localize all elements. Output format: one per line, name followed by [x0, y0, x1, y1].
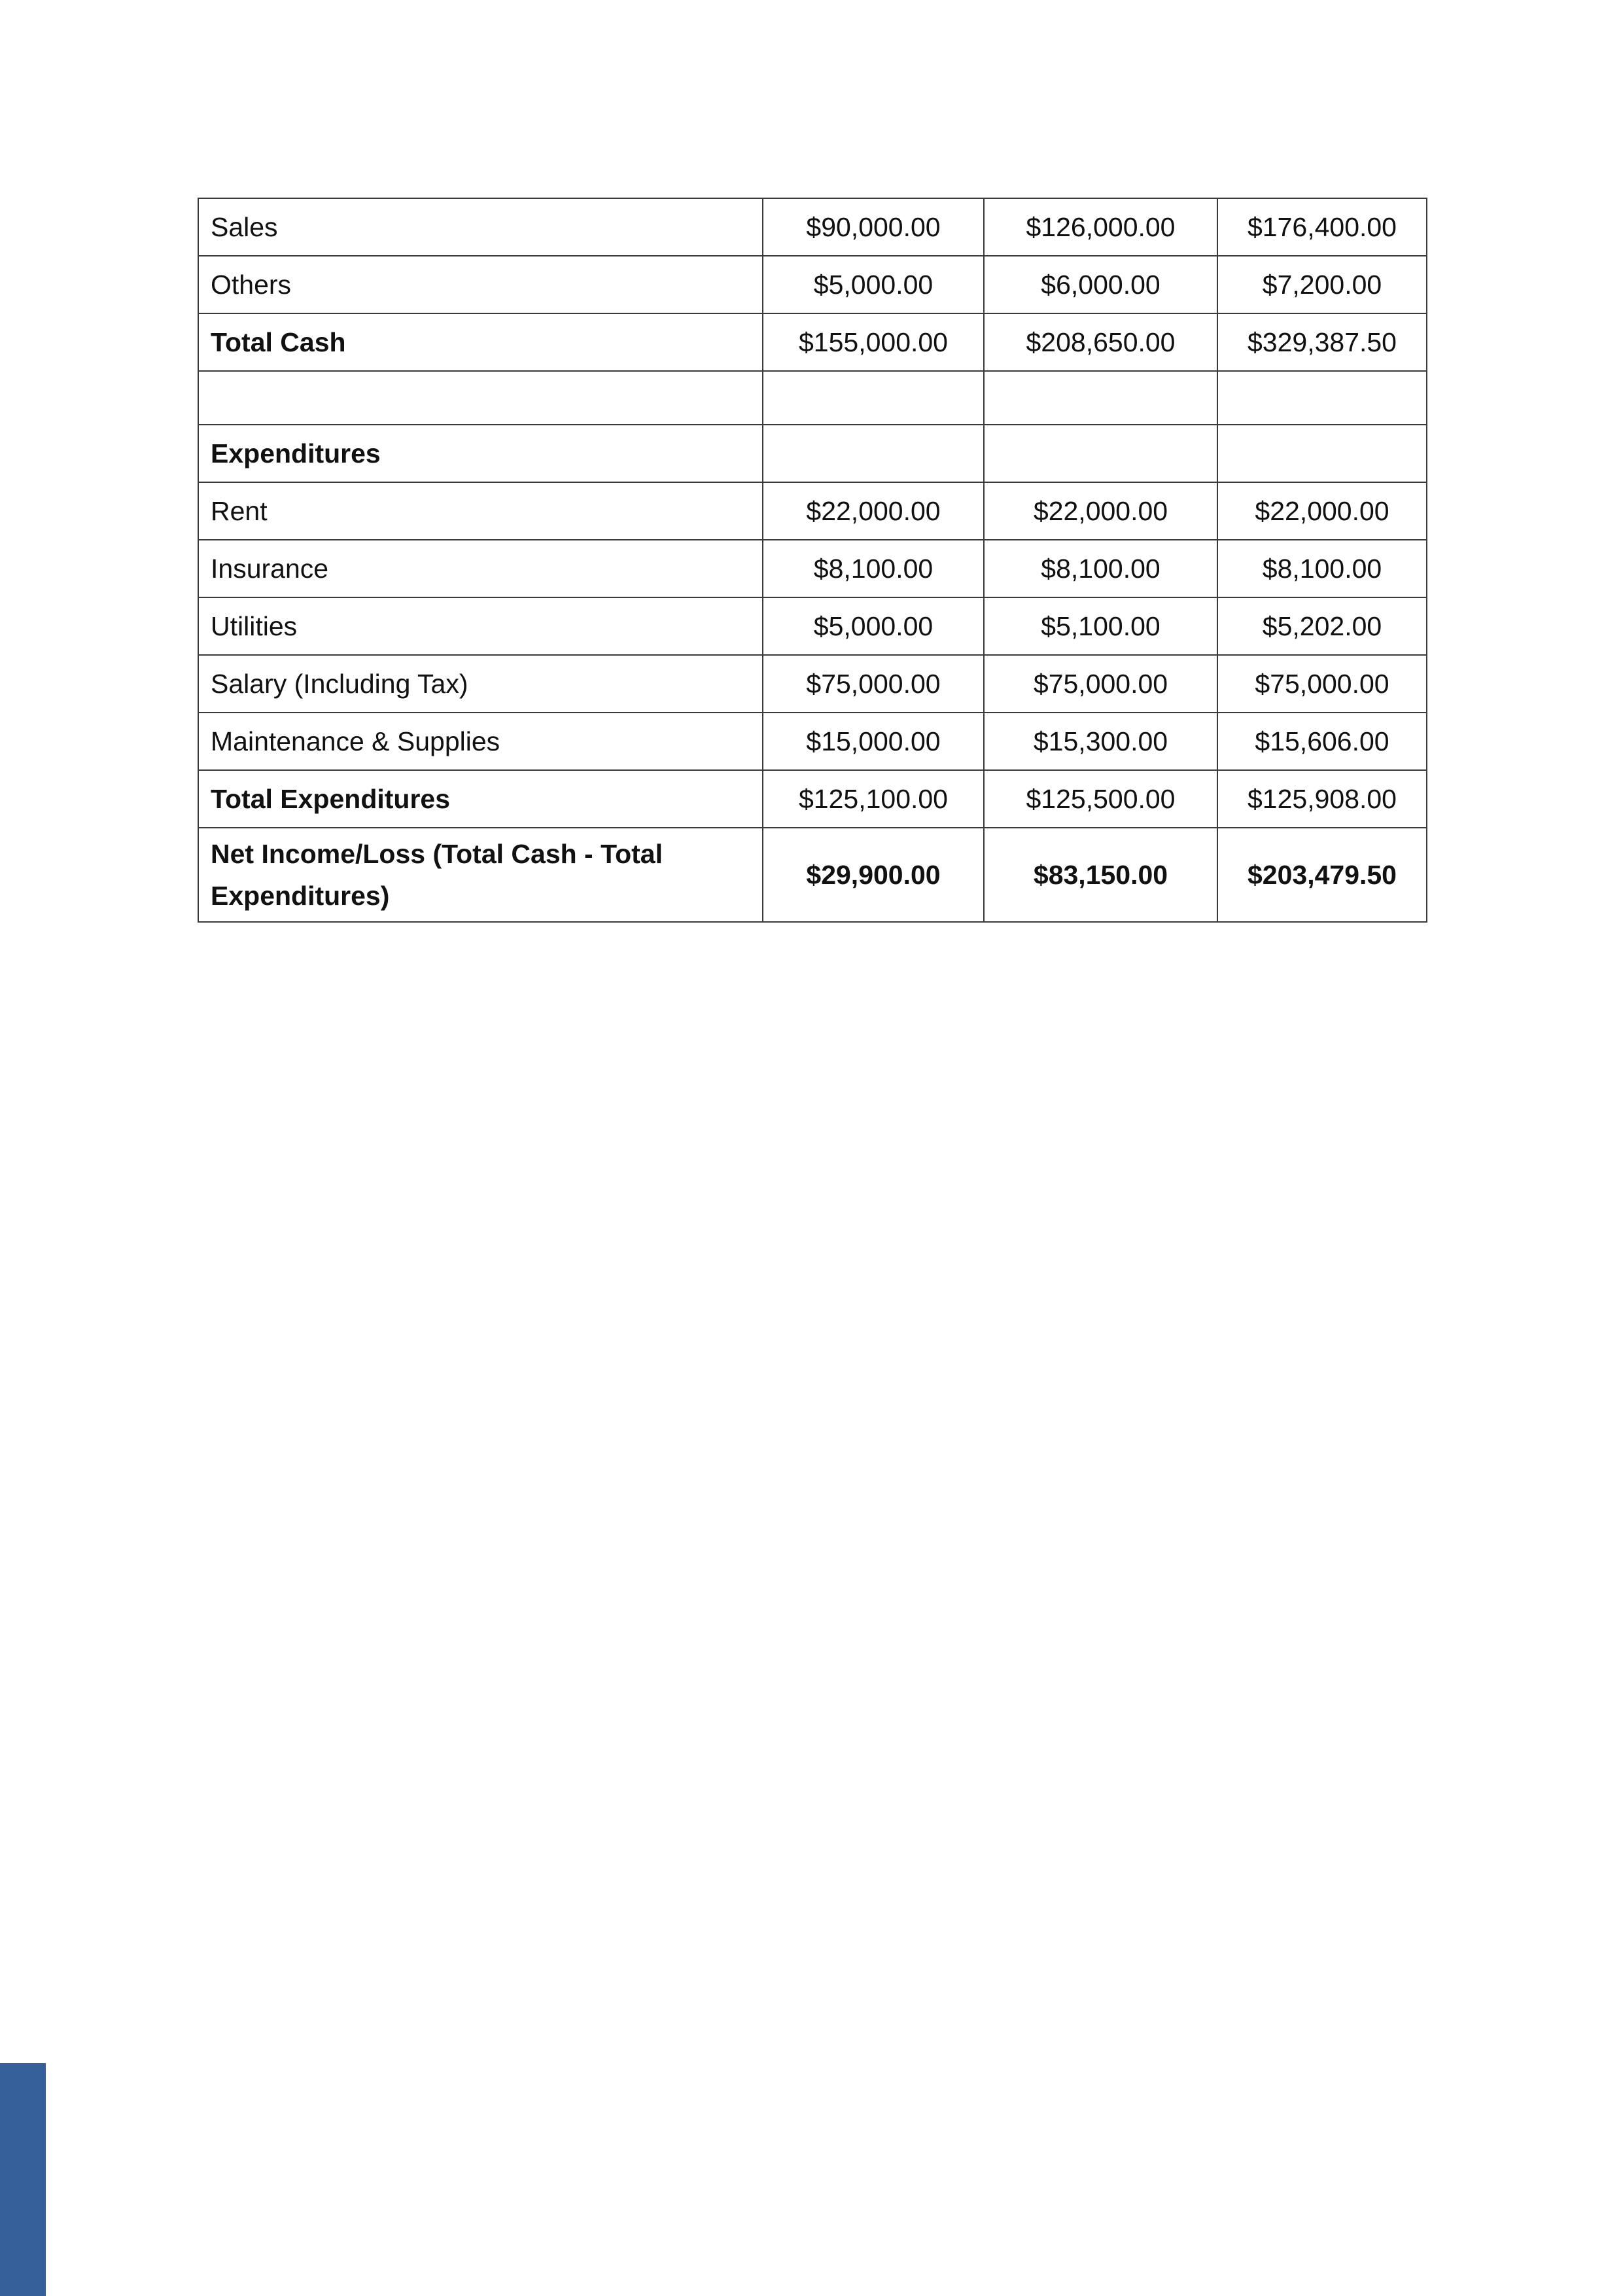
value-cell: $8,100.00 [984, 540, 1217, 597]
value-cell: $155,000.00 [763, 313, 984, 371]
table-row-insurance [198, 540, 1427, 597]
value-cell: $208,650.00 [984, 313, 1217, 371]
value-cell: $22,000.00 [984, 482, 1217, 540]
value-cell [1217, 371, 1427, 425]
row-label [198, 371, 763, 425]
value-cell: $126,000.00 [984, 198, 1217, 256]
value-cell: $29,900.00 [763, 828, 984, 922]
table-row-total-cash [198, 313, 1427, 371]
table-row-blank [198, 371, 1427, 425]
value-cell: $75,000.00 [763, 655, 984, 713]
page-edge-tab [0, 2063, 46, 2296]
value-cell: $8,100.00 [763, 540, 984, 597]
value-cell: $176,400.00 [1217, 198, 1427, 256]
value-cell: $5,000.00 [763, 597, 984, 655]
row-label: Salary (Including Tax) [198, 655, 763, 713]
value-cell: $22,000.00 [763, 482, 984, 540]
value-cell: $15,000.00 [763, 713, 984, 770]
section-heading: Expenditures [198, 425, 763, 482]
row-label: Insurance [198, 540, 763, 597]
value-cell: $15,300.00 [984, 713, 1217, 770]
value-cell: $125,100.00 [763, 770, 984, 828]
value-cell: $90,000.00 [763, 198, 984, 256]
table-row-rent [198, 482, 1427, 540]
value-cell: $22,000.00 [1217, 482, 1427, 540]
value-cell: $15,606.00 [1217, 713, 1427, 770]
row-label: Maintenance & Supplies [198, 713, 763, 770]
value-cell: $125,908.00 [1217, 770, 1427, 828]
value-cell [1217, 425, 1427, 482]
row-label: Others [198, 256, 763, 313]
table-row-maintenance [198, 713, 1427, 770]
table-row-expenditures-header [198, 425, 1427, 482]
table-row-sales [198, 198, 1427, 256]
table-row-net-income [198, 828, 1427, 922]
row-label: Rent [198, 482, 763, 540]
value-cell [763, 371, 984, 425]
value-cell: $329,387.50 [1217, 313, 1427, 371]
value-cell: $75,000.00 [984, 655, 1217, 713]
row-label: Net Income/Loss (Total Cash - Total Expenditures) [198, 828, 763, 922]
table-row-salary [198, 655, 1427, 713]
table-row-others [198, 256, 1427, 313]
value-cell: $8,100.00 [1217, 540, 1427, 597]
value-cell [984, 425, 1217, 482]
value-cell: $6,000.00 [984, 256, 1217, 313]
value-cell: $125,500.00 [984, 770, 1217, 828]
value-cell: $75,000.00 [1217, 655, 1427, 713]
value-cell: $7,200.00 [1217, 256, 1427, 313]
row-label: Sales [198, 198, 763, 256]
table-row-utilities [198, 597, 1427, 655]
row-label: Utilities [198, 597, 763, 655]
value-cell: $203,479.50 [1217, 828, 1427, 922]
value-cell [984, 371, 1217, 425]
row-label: Total Expenditures [198, 770, 763, 828]
table-row-total-expenditures [198, 770, 1427, 828]
cash-flow-table [198, 198, 1427, 923]
value-cell: $5,100.00 [984, 597, 1217, 655]
value-cell: $5,000.00 [763, 256, 984, 313]
value-cell [763, 425, 984, 482]
value-cell: $5,202.00 [1217, 597, 1427, 655]
value-cell: $83,150.00 [984, 828, 1217, 922]
row-label: Total Cash [198, 313, 763, 371]
